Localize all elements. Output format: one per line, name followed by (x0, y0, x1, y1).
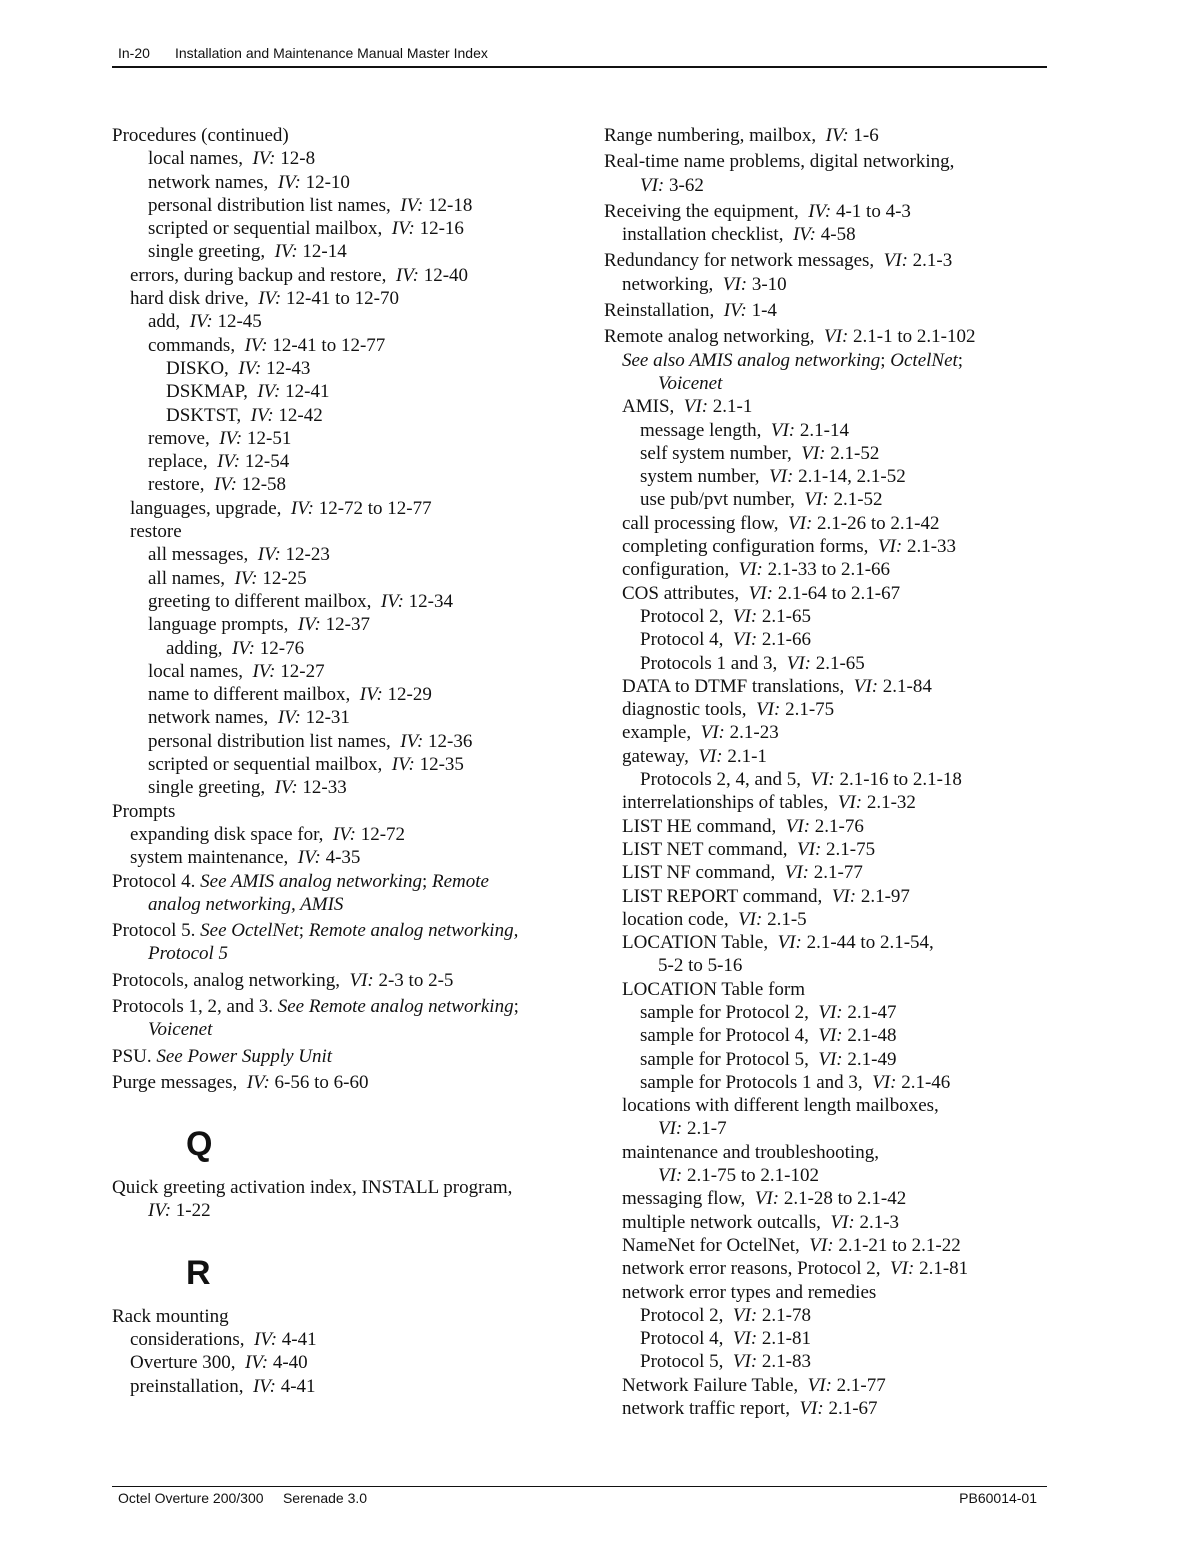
index-entry: DSKTST, IV: 12-42 (166, 404, 323, 426)
index-entry: AMIS, VI: 2.1-1 (622, 396, 753, 418)
index-entry: Quick greeting activation index, INSTALL program, IV: 1-22 (112, 1177, 513, 1222)
index-entry: local names, IV: 12-8 (148, 148, 316, 170)
running-title: Installation and Maintenance Manual Master Index (175, 45, 488, 61)
index-entry: add, IV: 12-45 (148, 311, 262, 333)
index-entry: name to different mailbox, IV: 12-29 (148, 684, 432, 706)
index-entry: Real-time name problems, digital networking, VI: 3-62 (604, 151, 955, 196)
index-entry: commands, IV: 12-41 to 12-77 (148, 334, 386, 356)
index-entry: Protocols, analog networking, VI: 2-3 to 2-5 (112, 969, 454, 991)
index-entry: Protocol 5. See OctelNet; Remote analog networking, Protocol 5 (112, 920, 519, 965)
index-entry: LIST REPORT command, VI: 2.1-97 (622, 885, 910, 907)
index-entry: sample for Protocol 5, VI: 2.1-49 (640, 1048, 897, 1070)
index-entry: example, VI: 2.1-23 (622, 722, 779, 744)
index-entry: expanding disk space for, IV: 12-72 (130, 823, 406, 845)
index-entry: LOCATION Table, VI: 2.1-44 to 2.1-54, 5-2 to 5-16 (622, 932, 934, 977)
index-entry: Protocol 2, VI: 2.1-78 (640, 1304, 811, 1326)
index-entry: Network Failure Table, VI: 2.1-77 (622, 1374, 886, 1396)
index-entry: Range numbering, mailbox, IV: 1-6 (604, 125, 879, 146)
index-entry: PSU. See Power Supply Unit (112, 1045, 333, 1067)
index-entry: replace, IV: 12-54 (148, 451, 290, 473)
index-entry: LIST NF command, VI: 2.1-77 (622, 862, 863, 884)
index-entry: network traffic report, VI: 2.1-67 (622, 1398, 878, 1420)
index-entry: NameNet for OctelNet, VI: 2.1-21 to 2.1-22 (622, 1234, 961, 1256)
index-entry: network names, IV: 12-10 (148, 171, 350, 193)
index-entry: message length, VI: 2.1-14 (640, 419, 849, 441)
footer-product: Octel Overture 200/300 Serenade 3.0 (118, 1490, 368, 1506)
index-entry: maintenance and troubleshooting, VI: 2.1-75 to 2.1-102 (622, 1141, 879, 1187)
index-entry: configuration, VI: 2.1-33 to 2.1-66 (622, 559, 891, 581)
index-entry: Protocols 2, 4, and 5, VI: 2.1-16 to 2.1-18 (640, 769, 962, 791)
index-entry: Purge messages, IV: 6-56 to 6-60 (112, 1071, 369, 1093)
index-entry: system maintenance, IV: 4-35 (130, 847, 361, 869)
index-entry: installation checklist, IV: 4-58 (622, 224, 856, 246)
index-column-left (112, 124, 572, 1398)
index-entry: DISKO, IV: 12-43 (166, 357, 311, 379)
index-entry: Protocol 5, VI: 2.1-83 (640, 1351, 811, 1373)
index-entry: call processing flow, VI: 2.1-26 to 2.1-42 (622, 512, 940, 534)
index-entry: Receiving the equipment, IV: 4-1 to 4-3 (604, 200, 911, 222)
index-entry: Reinstallation, IV: 1-4 (604, 300, 777, 322)
index-entry: See also AMIS analog networking; OctelNet; Voicenet (622, 349, 964, 394)
page-footer (112, 1486, 1047, 1509)
index-entry: scripted or sequential mailbox, IV: 12-16 (148, 218, 464, 240)
index-entry: hard disk drive, IV: 12-41 to 12-70 (130, 288, 399, 310)
index-entry: multiple network outcalls, VI: 2.1-3 (622, 1211, 900, 1233)
index-entry: all names, IV: 12-25 (148, 567, 307, 589)
index-entry: languages, upgrade, IV: 12-72 to 12-77 (130, 497, 432, 519)
index-entry: adding, IV: 12-76 (166, 637, 305, 659)
index-entry: system number, VI: 2.1-14, 2.1-52 (640, 466, 906, 488)
index-entry: personal distribution list names, IV: 12-18 (148, 194, 473, 216)
footer-doc-number: PB60014-01 (959, 1490, 1037, 1506)
index-entry: gateway, VI: 2.1-1 (622, 745, 767, 767)
index-entry: all messages, IV: 12-23 (148, 544, 330, 566)
index-entry: self system number, VI: 2.1-52 (640, 442, 880, 464)
index-entry: Prompts (112, 800, 176, 822)
index-entry: sample for Protocol 2, VI: 2.1-47 (640, 1001, 897, 1023)
index-entry: LOCATION Table form (622, 978, 806, 1000)
index-entry: single greeting, IV: 12-33 (148, 777, 347, 799)
index-entry: DATA to DTMF translations, VI: 2.1-84 (622, 675, 932, 697)
page-number: In-20 (118, 45, 150, 61)
index-entry: Protocol 2, VI: 2.1-65 (640, 605, 811, 627)
index-entry: completing configuration forms, VI: 2.1-33 (622, 536, 957, 558)
index-entry: DSKMAP, IV: 12-41 (166, 381, 330, 403)
index-entry: personal distribution list names, IV: 12-36 (148, 730, 473, 752)
section-letter-r: R (186, 1253, 211, 1292)
index-entry: language prompts, IV: 12-37 (148, 614, 370, 636)
index-entry: Procedures (continued) (112, 125, 289, 146)
index-entry: LIST HE command, VI: 2.1-76 (622, 815, 864, 837)
section-letter-q: Q (186, 1125, 213, 1164)
index-entry: network error types and remedies (622, 1281, 877, 1303)
index-entry: Redundancy for network messages, VI: 2.1-3 (604, 250, 953, 272)
index-entry: preinstallation, IV: 4-41 (130, 1375, 316, 1397)
index-entry: restore, IV: 12-58 (148, 474, 287, 496)
index-entry: restore (130, 521, 182, 543)
index-entry: errors, during backup and restore, IV: 12-40 (130, 264, 469, 286)
index-entry: considerations, IV: 4-41 (130, 1329, 317, 1351)
index-column-right (604, 124, 1044, 1420)
index-entry: sample for Protocol 4, VI: 2.1-48 (640, 1025, 897, 1047)
index-entry: remove, IV: 12-51 (148, 427, 292, 449)
index-entry: networking, VI: 3-10 (622, 273, 787, 295)
index-entry: Overture 300, IV: 4-40 (130, 1352, 308, 1374)
index-entry: COS attributes, VI: 2.1-64 to 2.1-67 (622, 582, 901, 604)
index-entry: location code, VI: 2.1-5 (622, 908, 807, 930)
index-entry: locations with different length mailboxes, VI: 2.1-7 (622, 1095, 939, 1140)
index-entry: scripted or sequential mailbox, IV: 12-35 (148, 754, 464, 776)
index-entry: single greeting, IV: 12-14 (148, 241, 347, 263)
index-entry: Protocols 1 and 3, VI: 2.1-65 (640, 652, 865, 674)
index-entry: LIST NET command, VI: 2.1-75 (622, 838, 876, 860)
page-header (112, 44, 1047, 68)
index-entry: greeting to different mailbox, IV: 12-34 (148, 590, 453, 612)
index-entry: Protocol 4, VI: 2.1-66 (640, 629, 811, 651)
index-entry: Protocol 4. See AMIS analog networking; Remote analog networking, AMIS (112, 870, 489, 915)
index-entry: local names, IV: 12-27 (148, 660, 325, 682)
index-entry: Protocols 1, 2, and 3. See Remote analog networking; Voicenet (112, 995, 519, 1041)
index-entry: network error reasons, Protocol 2, VI: 2.1-81 (622, 1258, 969, 1280)
index-entry: network names, IV: 12-31 (148, 707, 350, 729)
index-entry: messaging flow, VI: 2.1-28 to 2.1-42 (622, 1188, 907, 1210)
index-entry: use pub/pvt number, VI: 2.1-52 (640, 489, 883, 511)
index-entry: Rack mounting (112, 1305, 229, 1327)
index-entry: interrelationships of tables, VI: 2.1-32 (622, 792, 916, 814)
index-entry: Protocol 4, VI: 2.1-81 (640, 1328, 811, 1350)
index-entry: Remote analog networking, VI: 2.1-1 to 2.1-102 (604, 326, 976, 348)
index-entry: sample for Protocols 1 and 3, VI: 2.1-46 (640, 1071, 951, 1093)
index-entry: diagnostic tools, VI: 2.1-75 (622, 699, 835, 721)
